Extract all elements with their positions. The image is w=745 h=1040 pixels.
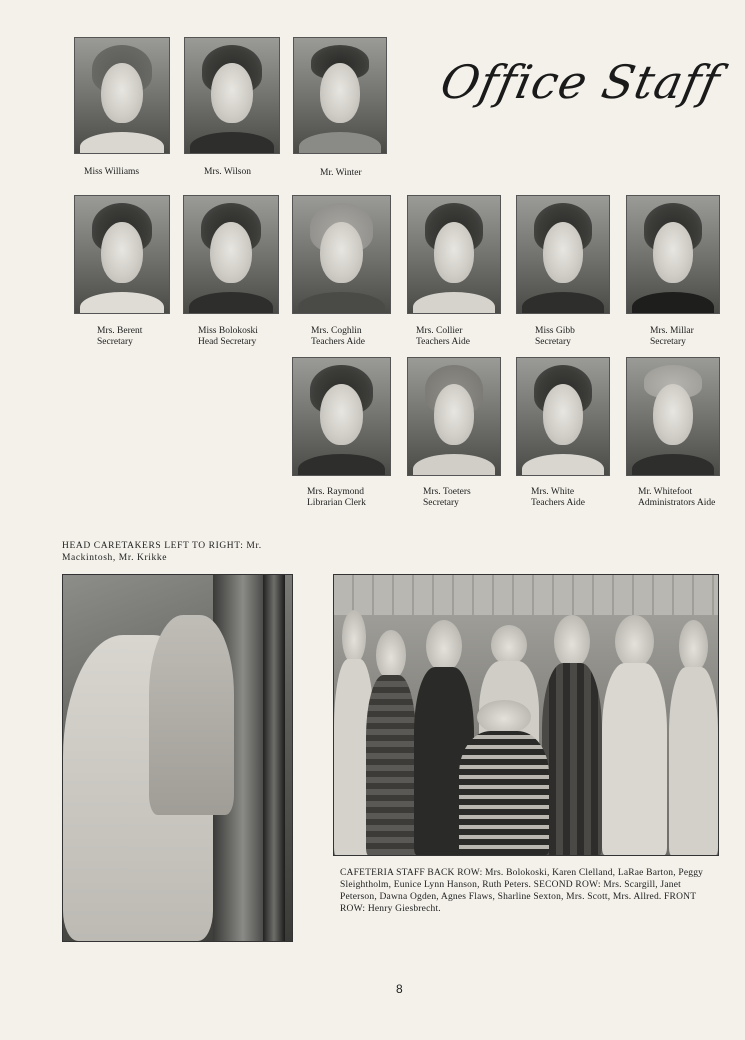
staff-name: Mrs. White <box>531 487 575 497</box>
portrait-photo <box>516 357 610 476</box>
staff-name: Mrs. Raymond <box>307 487 364 497</box>
caretakers-photo <box>62 574 293 942</box>
cafeteria-caption: CAFETERIA STAFF BACK ROW: Mrs. Bolokoski, Karen Clelland, LaRae Barton, Peggy Sleightholm, Eunice Lynn Hanson, Ruth Peters. SECOND ROW: Mrs. Scargill, Janet Peterson, Dawna Ogden, Agnes Flaws, Sharline Sexton, Mrs. Scott, Mrs. Allred. FRONT ROW: Henry Giesbrecht. <box>340 868 704 914</box>
staff-role: Secretary <box>650 337 686 347</box>
staff-name: Mrs. Millar <box>650 326 694 336</box>
staff-name: Mr. Whitefoot <box>638 487 693 497</box>
staff-name: Mr. Winter <box>320 168 362 178</box>
staff-caption <box>97 326 142 348</box>
staff-caption <box>198 326 258 348</box>
staff-caption <box>307 487 366 509</box>
staff-name: Mrs. Collier <box>416 326 463 336</box>
portrait-photo <box>626 357 720 476</box>
staff-name: Mrs. Toeters <box>423 487 471 497</box>
page-title: Office Staff <box>436 55 726 109</box>
portrait-photo <box>292 357 391 476</box>
staff-role: Head Secretary <box>198 337 257 347</box>
staff-name: Miss Gibb <box>535 326 575 336</box>
staff-caption <box>650 326 694 348</box>
staff-role: Secretary <box>535 337 571 347</box>
staff-caption <box>535 326 575 348</box>
portrait-photo <box>293 37 387 154</box>
staff-role: Secretary <box>423 498 459 508</box>
staff-role: Teachers Aide <box>311 337 365 347</box>
staff-caption <box>84 167 139 178</box>
staff-role: Secretary <box>97 337 133 347</box>
staff-role: Librarian Clerk <box>307 498 366 508</box>
staff-caption <box>423 487 471 509</box>
staff-name: Mrs. Wilson <box>204 167 251 177</box>
portrait-photo <box>74 195 170 314</box>
staff-caption <box>320 168 362 179</box>
staff-name: Mrs. Berent <box>97 326 143 336</box>
caretakers-caption: HEAD CARETAKERS LEFT TO RIGHT: Mr. Mackintosh, Mr. Krikke <box>62 541 262 563</box>
portrait-photo <box>516 195 610 314</box>
portrait-photo <box>184 37 280 154</box>
staff-role: Teachers Aide <box>531 498 585 508</box>
staff-role: Teachers Aide <box>416 337 470 347</box>
portrait-photo <box>292 195 391 314</box>
page-number: 8 <box>396 982 403 996</box>
staff-caption <box>204 167 251 178</box>
portrait-photo <box>407 195 501 314</box>
portrait-photo <box>407 357 501 476</box>
staff-caption <box>416 326 470 348</box>
portrait-photo <box>626 195 720 314</box>
staff-name: Mrs. Coghlin <box>311 326 362 336</box>
cafeteria-photo <box>333 574 719 856</box>
staff-name: Miss Bolokoski <box>198 326 258 336</box>
staff-caption <box>311 326 365 348</box>
portrait-photo <box>74 37 170 154</box>
staff-name: Miss Williams <box>84 167 140 177</box>
staff-caption <box>638 487 715 509</box>
staff-caption <box>531 487 585 509</box>
staff-role: Administrators Aide <box>638 498 716 508</box>
portrait-photo <box>183 195 279 314</box>
